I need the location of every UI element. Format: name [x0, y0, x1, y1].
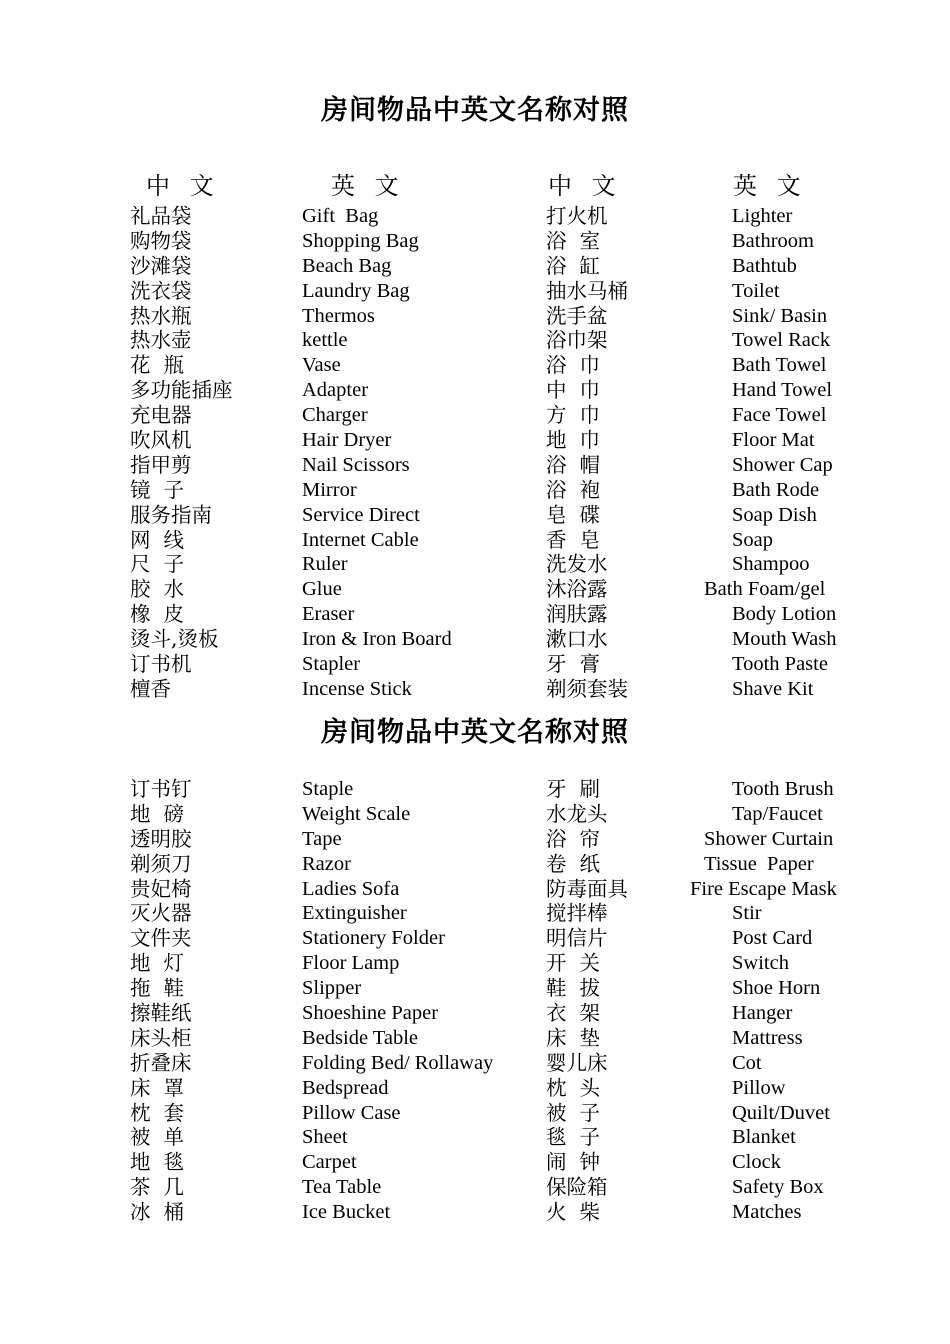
chinese-term-1: 被 单 [130, 1125, 185, 1150]
table-row [0, 827, 950, 852]
header-english-2: 英 文 [733, 172, 807, 200]
english-term-2: Shower Cap [732, 453, 833, 476]
chinese-term-2: 浴 帘 [546, 826, 601, 851]
chinese-term-1: 檀香 [130, 676, 171, 701]
table-row [0, 503, 950, 528]
english-term-2: Shave Kit [732, 677, 814, 700]
chinese-term-2: 搅拌棒 [546, 901, 608, 926]
table-row [0, 1026, 950, 1051]
chinese-term-1: 购物袋 [130, 228, 192, 253]
english-term-2: Fire Escape Mask [690, 877, 837, 900]
table-row [0, 453, 950, 478]
english-term-1: Weight Scale [302, 802, 411, 825]
english-term-1: Bedspread [302, 1076, 389, 1099]
english-term-2: Tap/Faucet [732, 802, 823, 825]
chinese-term-2: 地 巾 [546, 428, 601, 453]
table-row [0, 1101, 950, 1126]
english-term-2: Hanger [732, 1002, 793, 1025]
english-term-1: Charger [302, 404, 368, 427]
table-row [0, 478, 950, 503]
header-chinese-2: 中 文 [548, 172, 622, 200]
chinese-term-2: 剃须套装 [546, 676, 628, 701]
chinese-term-1: 茶 几 [130, 1175, 185, 1200]
english-term-1: Slipper [302, 977, 362, 1000]
chinese-term-2: 防毒面具 [546, 876, 628, 901]
chinese-term-1: 网 线 [130, 527, 185, 552]
english-term-2: Bathtub [732, 254, 797, 277]
chinese-term-2: 牙 刷 [546, 777, 601, 801]
section-title-repeat: 房间物品中英文名称对照 [321, 717, 629, 748]
table-row [0, 378, 950, 403]
english-term-1: Stapler [302, 653, 361, 676]
english-term-1: Shopping Bag [302, 229, 419, 252]
chinese-term-1: 枕 套 [130, 1100, 185, 1125]
table-row [0, 877, 950, 902]
chinese-term-1: 订书钉 [130, 777, 192, 801]
english-term-1: Bedside Table [302, 1026, 419, 1049]
chinese-term-1: 尺 子 [130, 552, 185, 577]
chinese-term-1: 冰 桶 [130, 1200, 185, 1225]
chinese-term-1: 地 毯 [130, 1150, 185, 1175]
english-term-2: Bathroom [732, 229, 814, 252]
english-term-1: Floor Lamp [302, 952, 400, 975]
chinese-term-1: 擦鞋纸 [130, 1001, 192, 1026]
english-term-2: Bath Rode [732, 478, 820, 501]
table-row [0, 1076, 950, 1101]
chinese-term-1: 指甲剪 [130, 452, 192, 477]
english-term-1: Mirror [302, 478, 357, 501]
english-term-2: Matches [732, 1201, 802, 1224]
vocab-table-section-1 [0, 204, 950, 702]
chinese-term-1: 床 罩 [130, 1075, 185, 1100]
english-term-2: Clock [732, 1151, 781, 1174]
english-term-1: Ladies Sofa [302, 877, 400, 900]
english-term-2: Post Card [732, 927, 813, 950]
table-row [0, 652, 950, 677]
english-term-1: Sheet [302, 1126, 348, 1149]
table-row [0, 428, 950, 453]
english-term-2: Quilt/Duvet [732, 1101, 830, 1124]
chinese-term-2: 漱口水 [546, 627, 608, 652]
chinese-term-2: 香 皂 [546, 527, 601, 552]
english-term-2: Towel Rack [732, 329, 831, 352]
vocab-table-section-2 [0, 777, 950, 1225]
chinese-term-1: 吹风机 [130, 428, 192, 453]
chinese-term-1: 花 瓶 [130, 353, 185, 378]
table-row [0, 951, 950, 976]
header-english-1: 英 文 [331, 172, 405, 200]
chinese-term-2: 牙 膏 [546, 652, 601, 677]
chinese-term-2: 火 柴 [546, 1200, 601, 1225]
chinese-term-1: 热水壶 [130, 328, 192, 353]
table-row [0, 627, 950, 652]
table-row [0, 403, 950, 428]
table-row [0, 802, 950, 827]
english-term-1: Tape [302, 827, 342, 850]
english-term-2: Shower Curtain [704, 827, 834, 850]
english-term-1: Iron & Iron Board [302, 628, 452, 651]
english-term-2: Cot [732, 1051, 762, 1074]
english-term-1: Glue [302, 578, 342, 601]
english-term-1: Stationery Folder [302, 927, 445, 950]
table-row [0, 204, 950, 229]
table-row [0, 577, 950, 602]
table-row [0, 1200, 950, 1225]
chinese-term-1: 充电器 [130, 403, 192, 428]
table-row [0, 602, 950, 627]
chinese-term-1: 礼品袋 [130, 204, 192, 228]
english-term-2: Body Lotion [732, 603, 837, 626]
chinese-term-2: 洗发水 [546, 552, 608, 577]
chinese-term-2: 浴 巾 [546, 353, 601, 378]
english-term-1: Internet Cable [302, 528, 419, 551]
english-term-2: Switch [732, 952, 789, 975]
english-term-2: Face Towel [732, 404, 827, 427]
english-term-1: Ruler [302, 553, 348, 576]
chinese-term-2: 洗手盆 [546, 303, 608, 328]
chinese-term-2: 打火机 [546, 204, 608, 228]
chinese-term-2: 方 巾 [546, 403, 601, 428]
chinese-term-1: 服务指南 [130, 502, 212, 527]
chinese-term-1: 灭火器 [130, 901, 192, 926]
english-term-1: Beach Bag [302, 254, 392, 277]
chinese-term-1: 地 灯 [130, 951, 185, 976]
english-term-2: Bath Towel [732, 354, 827, 377]
table-row [0, 677, 950, 702]
table-row [0, 353, 950, 378]
chinese-term-1: 拖 鞋 [130, 976, 185, 1001]
table-row [0, 1150, 950, 1175]
table-row [0, 1001, 950, 1026]
english-term-2: Shampoo [732, 553, 810, 576]
chinese-term-1: 床头柜 [130, 1025, 192, 1050]
chinese-term-1: 文件夹 [130, 926, 192, 951]
chinese-term-1: 透明胶 [130, 826, 192, 851]
english-term-1: Thermos [302, 304, 375, 327]
english-term-1: Service Direct [302, 503, 420, 526]
english-term-1: Razor [302, 852, 351, 875]
column-header-row [0, 166, 950, 200]
english-term-2: Mattress [732, 1026, 803, 1049]
chinese-term-2: 沐浴露 [546, 577, 608, 602]
english-term-2: Lighter [732, 205, 793, 227]
chinese-term-1: 折叠床 [130, 1050, 192, 1075]
chinese-term-2: 保险箱 [546, 1175, 608, 1200]
table-row [0, 1175, 950, 1200]
chinese-term-2: 浴 室 [546, 228, 601, 253]
chinese-term-2: 床 垫 [546, 1025, 601, 1050]
table-row [0, 254, 950, 279]
english-term-2: Tooth Brush [732, 778, 834, 800]
table-row [0, 552, 950, 577]
english-term-2: Floor Mat [732, 429, 815, 452]
english-term-1: Extinguisher [302, 902, 407, 925]
english-term-2: Mouth Wash [732, 628, 837, 651]
table-row [0, 229, 950, 254]
english-term-1: Hair Dryer [302, 429, 392, 452]
english-term-1: Ice Bucket [302, 1201, 391, 1224]
english-term-1: Carpet [302, 1151, 357, 1174]
chinese-term-1: 热水瓶 [130, 303, 192, 328]
english-term-2: Tooth Paste [732, 653, 828, 676]
chinese-term-2: 浴 帽 [546, 452, 601, 477]
english-term-1: Shoeshine Paper [302, 1002, 439, 1025]
chinese-term-2: 闹 钟 [546, 1150, 601, 1175]
english-term-1: Incense Stick [302, 677, 412, 700]
english-term-1: Adapter [302, 379, 369, 402]
table-row [0, 926, 950, 951]
chinese-term-1: 订书机 [130, 652, 192, 677]
chinese-term-1: 剃须刀 [130, 851, 192, 876]
chinese-term-1: 镜 子 [130, 477, 185, 502]
english-term-2: Safety Box [732, 1176, 824, 1199]
chinese-term-2: 浴 袍 [546, 477, 601, 502]
english-term-1: Laundry Bag [302, 279, 410, 302]
chinese-term-2: 抽水马桶 [546, 278, 628, 303]
table-row [0, 852, 950, 877]
chinese-term-1: 地 磅 [130, 801, 185, 826]
english-term-2: Sink/ Basin [732, 304, 828, 327]
chinese-term-1: 多功能插座 [130, 378, 233, 403]
chinese-term-2: 明信片 [546, 926, 608, 951]
chinese-term-1: 烫斗,烫板 [130, 627, 219, 652]
chinese-term-2: 开 关 [546, 951, 601, 976]
english-term-1: Nail Scissors [302, 453, 410, 476]
english-term-2: Shoe Horn [732, 977, 821, 1000]
table-row [0, 328, 950, 353]
english-term-1: Folding Bed/ Rollaway [302, 1051, 494, 1074]
table-row [0, 976, 950, 1001]
header-chinese-1: 中 文 [146, 172, 220, 200]
chinese-term-2: 皂 碟 [546, 502, 601, 527]
chinese-term-1: 沙滩袋 [130, 253, 192, 278]
chinese-term-2: 毯 子 [546, 1125, 601, 1150]
english-term-2: Hand Towel [732, 379, 833, 402]
chinese-term-1: 橡 皮 [130, 602, 185, 627]
chinese-term-2: 鞋 拔 [546, 976, 601, 1001]
table-row [0, 528, 950, 553]
english-term-2: Bath Foam/gel [704, 578, 826, 601]
english-term-1: Staple [302, 778, 354, 800]
table-row [0, 279, 950, 304]
english-term-1: Gift Bag [302, 205, 379, 227]
english-term-1: Pillow Case [302, 1101, 401, 1124]
english-term-2: Stir [732, 902, 762, 925]
english-term-2: Soap Dish [732, 503, 817, 526]
table-row [0, 1051, 950, 1076]
table-row [0, 777, 950, 802]
english-term-2: Blanket [732, 1126, 796, 1149]
chinese-term-1: 贵妃椅 [130, 876, 192, 901]
chinese-term-2: 润肤露 [546, 602, 608, 627]
chinese-term-2: 卷 纸 [546, 851, 601, 876]
chinese-term-2: 被 子 [546, 1100, 601, 1125]
chinese-term-2: 水龙头 [546, 801, 608, 826]
english-term-1: Vase [302, 354, 341, 377]
english-term-2: Pillow [732, 1076, 786, 1099]
table-row [0, 304, 950, 329]
chinese-term-1: 胶 水 [130, 577, 185, 602]
english-term-1: Eraser [302, 603, 355, 626]
english-term-2: Tissue Paper [704, 852, 814, 875]
chinese-term-2: 枕 头 [546, 1075, 601, 1100]
english-term-1: kettle [302, 329, 348, 352]
chinese-term-1: 洗衣袋 [130, 278, 192, 303]
english-term-1: Tea Table [302, 1176, 382, 1199]
chinese-term-2: 婴儿床 [546, 1050, 608, 1075]
chinese-term-2: 浴 缸 [546, 253, 601, 278]
page-title: 房间物品中英文名称对照 [321, 95, 629, 126]
table-row [0, 901, 950, 926]
table-row [0, 1125, 950, 1150]
english-term-2: Toilet [732, 279, 780, 302]
chinese-term-2: 中 巾 [546, 378, 601, 403]
chinese-term-2: 衣 架 [546, 1001, 601, 1026]
english-term-2: Soap [732, 528, 773, 551]
chinese-term-2: 浴巾架 [546, 328, 608, 353]
